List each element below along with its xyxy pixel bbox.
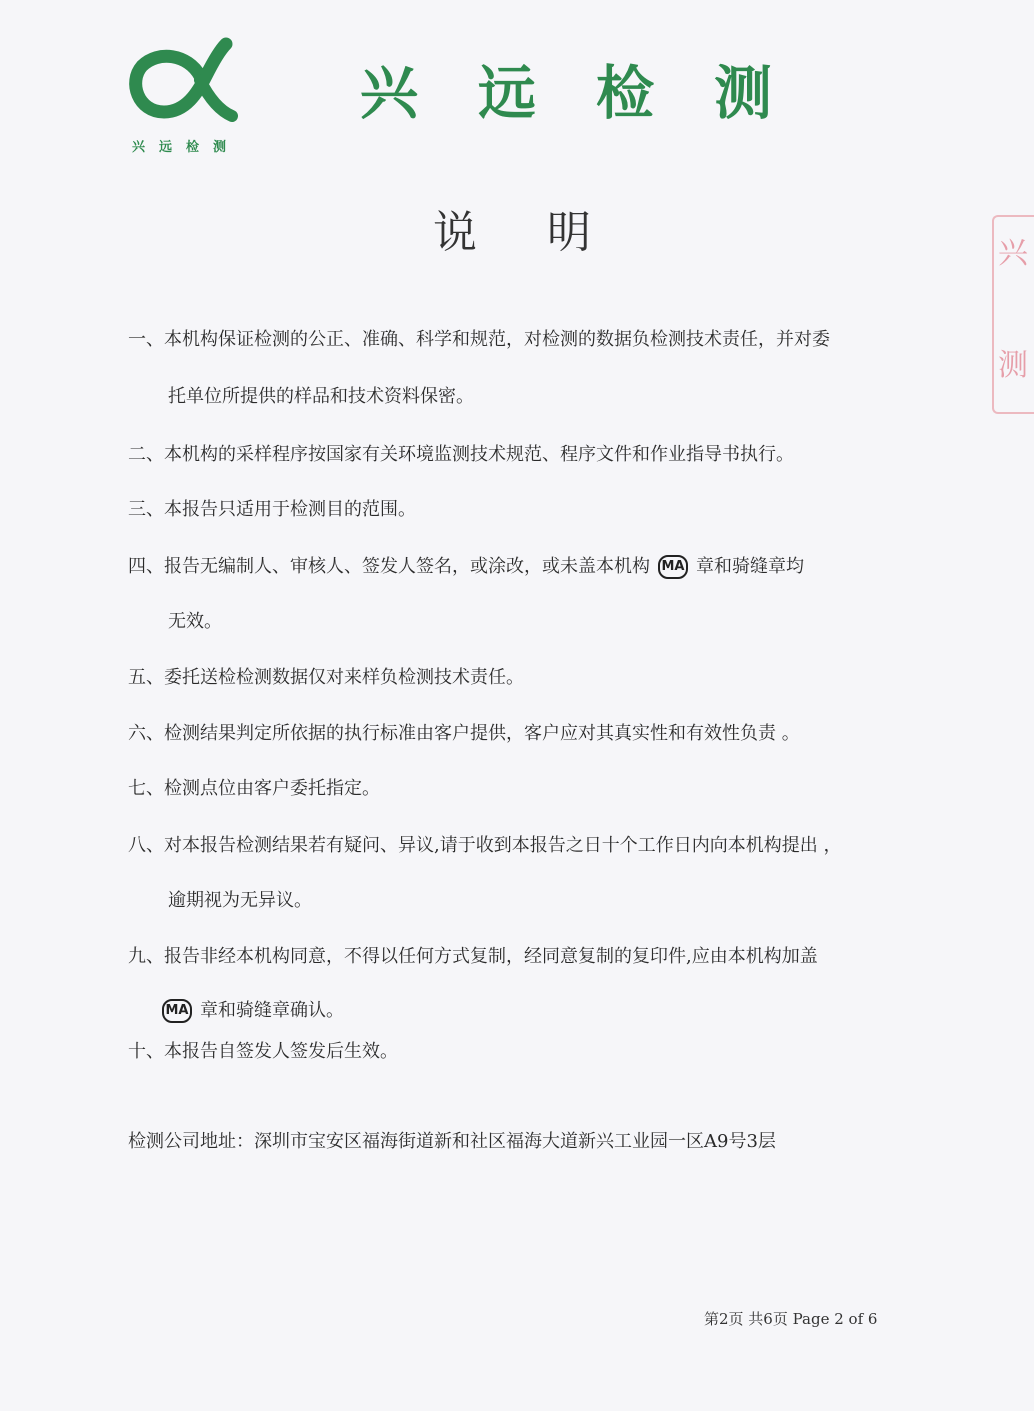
stamp-glyph: 测	[998, 348, 1028, 383]
list-item	[128, 832, 841, 860]
alpha-logo-icon	[128, 36, 238, 126]
item-text: 本机构保证检测的公正、准确、科学和规范，对检测的数据负检测技术责任，并对委	[164, 329, 830, 350]
list-item	[128, 496, 416, 524]
item-text-after: 章和骑缝章均	[696, 556, 804, 577]
cma-seal-icon: MA	[162, 999, 192, 1023]
item-number: 八、	[128, 835, 164, 856]
item-text: 报告无编制人、审核人、签发人签名，或涂改，或未盖本机构	[164, 556, 650, 577]
item-number: 九、	[128, 946, 164, 967]
list-item	[128, 664, 524, 692]
cma-seal-icon: MA	[658, 555, 688, 579]
list-item	[128, 326, 830, 354]
page-footer: 第2页 共6页 Page 2 of 6	[704, 1310, 878, 1328]
item-text: 本报告只适用于检测目的范围。	[164, 499, 416, 520]
page-title: 说明	[433, 207, 661, 258]
list-item	[128, 1038, 398, 1066]
item-text: 检测点位由客户委托指定。	[164, 778, 380, 799]
item-number: 五、	[128, 667, 164, 688]
list-item	[128, 775, 380, 803]
item-text: 本机构的采样程序按国家有关环境监测技术规范、程序文件和作业指导书执行。	[164, 444, 794, 465]
item-text: 委托送检检测数据仅对来样负检测技术责任。	[164, 667, 524, 688]
item-number: 二、	[128, 444, 164, 465]
item-number: 四、	[128, 556, 164, 577]
item-continuation: 托单位所提供的样品和技术资料保密。	[168, 386, 474, 407]
item-text: 本报告自签发人签发后生效。	[164, 1041, 398, 1062]
company-address: 检测公司地址：深圳市宝安区福海街道新和社区福海大道新兴工业园一区A9号3层	[128, 1131, 776, 1152]
list-item	[128, 441, 794, 469]
item-number: 三、	[128, 499, 164, 520]
item-continuation: 逾期视为无异议。	[168, 890, 312, 911]
brand-title: 兴远检测	[360, 59, 833, 127]
item-continuation-text: 章和骑缝章确认。	[200, 1000, 344, 1021]
item-text: 对本报告检测结果若有疑问、异议,请于收到本报告之日十个工作日内向本机构提出 ，	[164, 835, 842, 856]
logo-caption: 兴远检测	[132, 140, 241, 155]
list-item	[128, 553, 804, 581]
item-number: 七、	[128, 778, 164, 799]
item-number: 十、	[128, 1041, 164, 1062]
company-logo	[128, 36, 241, 156]
item-text: 报告非经本机构同意，不得以任何方式复制，经同意复制的复印件,应由本机构加盖	[164, 946, 818, 967]
list-item	[128, 943, 818, 971]
item-continuation: 无效。	[168, 611, 222, 632]
list-item	[128, 720, 800, 748]
item-number: 六、	[128, 723, 164, 744]
item-continuation	[162, 997, 344, 1025]
item-number: 一、	[128, 329, 164, 350]
item-text: 检测结果判定所依据的执行标准由客户提供，客户应对其真实性和有效性负责 。	[164, 723, 800, 744]
stamp-glyph: 兴	[998, 236, 1028, 271]
